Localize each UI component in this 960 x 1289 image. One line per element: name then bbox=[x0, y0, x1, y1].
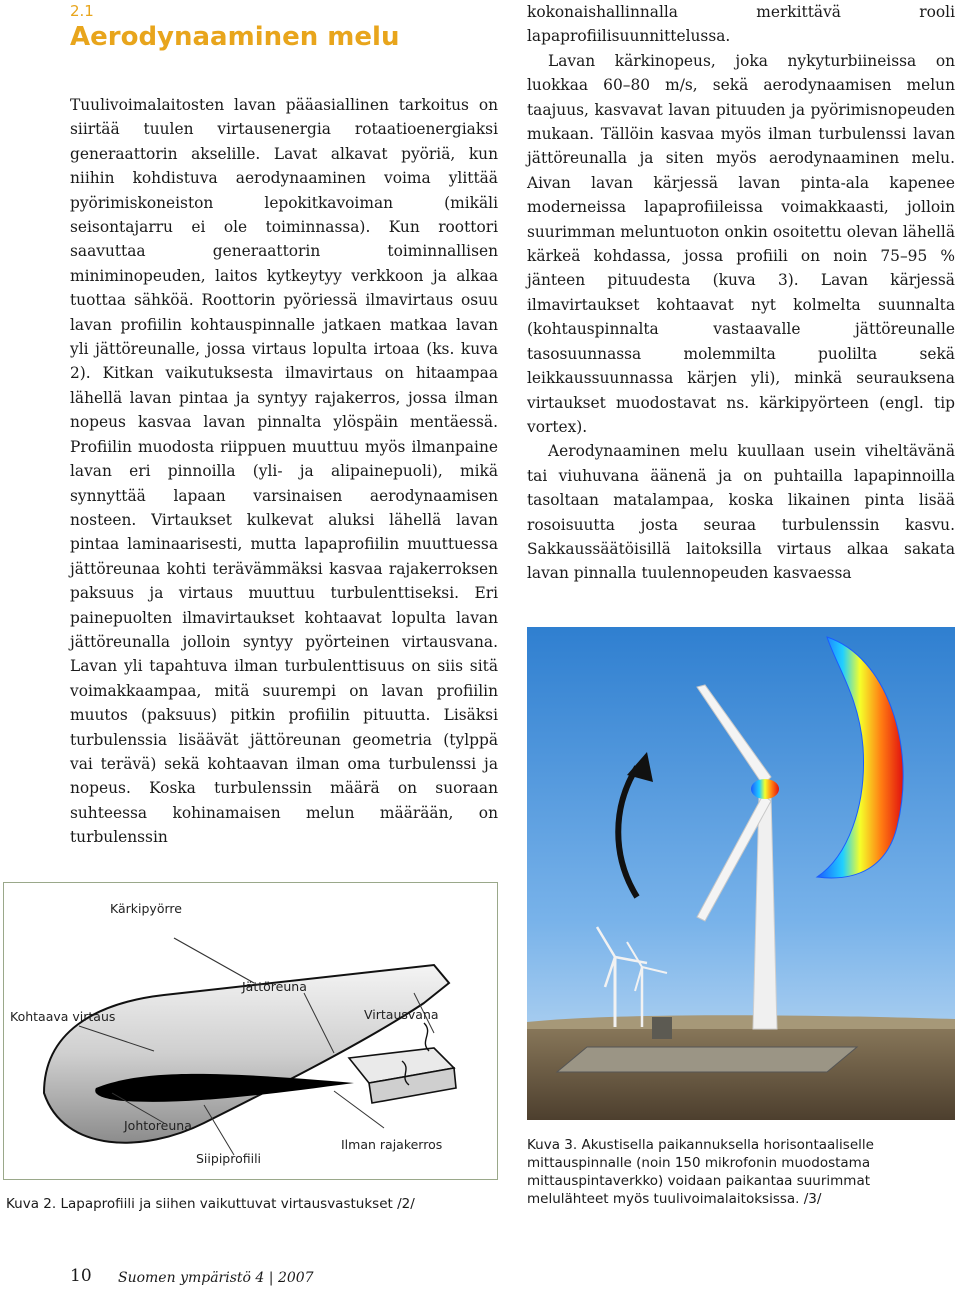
figure-3-turbine-photo bbox=[527, 627, 955, 1120]
label-boundary-layer: Ilman rajakerros bbox=[341, 1137, 443, 1152]
turbine-hub bbox=[751, 779, 779, 799]
tip-vortex-line bbox=[174, 938, 254, 983]
figure-3-caption: Kuva 3. Akustisella paikannuksella horisontaaliselle mittauspinnalle (noin 150 mikrofonin muodostama mittauspintaverkko) voidaan paikantaa suurimmat melulähteet myös tuulivoimalaitoksissa. /3/ bbox=[527, 1137, 874, 1207]
publication-name: Suomen ympäristö 4 | 2007 bbox=[118, 1270, 314, 1286]
label-trailing-edge: Jättöreuna bbox=[242, 979, 307, 994]
figure-2-caption: Kuva 2. Lapaprofiili ja siihen vaikuttuvat virtausvastukset /2/ bbox=[6, 1196, 415, 1212]
label-incoming-flow: Kohtaava virtaus bbox=[10, 1009, 116, 1024]
airfoil-section bbox=[95, 1074, 354, 1102]
section-title: Aerodynaaminen melu bbox=[70, 22, 400, 52]
turbine-illustration bbox=[527, 627, 955, 1120]
label-leading-edge: Johtoreuna bbox=[124, 1118, 192, 1133]
body-paragraph: Tuulivoimalaitosten lavan pääasiallinen tarkoitus on siirtää tuulen virtausenergia rotaatioenergiaksi generaattorin akselille. Lavat alkavat pyöriä, kun niihin kohdistuva aerodynaaminen voima ylittää pyörimiskoneiston lepokitkavoiman (mikäli seisontajarru ei ole toiminnassa). Kun roottori saavuttaa generaattorin toiminnallisen miniminopeuden, laitos kytkeytyy verkkoon ja alkaa tuottaa sähköä. Roottorin pyöriessä ilmavirtaus osuu lavan profiilin kohtauspinnalle jatkaen matkaa lavan yli jättöreunalle, jossa virtaus lopulta irtoaa (ks. kuva 2). Kitkan vaikutuksesta ilmavirtaus on hitaampaa lähellä lavan pintaa ja syntyy rajakerros, jossa ilman nopeus kasvaa lavan pinnalta ylöspäin mentäessä. Profiilin muodosta riippuen muuttuu myös ilmanpaine lavan eri pinnoilla (yli- ja alipainepuoli), mikä synnyttää lapaan varsinaisen aerodynaamisen nosteen. Virtaukset kulkevat aluksi lähellä lavan pintaa laminaarisesti, mutta lapaprofiilin muuttuessa jättöreunaa kohti terävämmäksi kasvaa rajakerroksen paksuus ja virtaus muuttuu turbulenttiseksi. Eri painepuolten ilmavirtaukset kohtaavat lopulta lavan jättöreunalla jolloin syntyy pyörteinen virtausvana. Lavan yli tapahtuva ilman turbulenttisuus on siis sitä voimakkaampaa, mitä suurempi on lavan profiilin muutos (paksuus) pitkin profiilin pituutta. Lisäksi turbulenssia lisäävät jättöreunan geometria (tylppä vai terävä) sekä kohtaavan ilman oma turbulenssi ja nopeus. Koska turbulenssin määrä on suoraan suhteessa kohinamaisen melun määrään, on turbulenssin bbox=[70, 96, 498, 847]
figure-2-airfoil-diagram bbox=[3, 882, 498, 1180]
right-column bbox=[527, 0, 955, 586]
section-number: 2.1 bbox=[70, 2, 94, 20]
body-paragraph-continued: kokonaishallinnalla merkittävä rooli lapaprofiilisuunnittelussa. bbox=[527, 3, 955, 46]
body-paragraph-tip-speed: Lavan kärkinopeus, joka nykyturbiineissa on luokkaa 60–80 m/s, sekä aerodynaamisen melun taajuus, kasvavat lavan pituuden ja pyörimisnopeuden mukaan. Tällöin kasvaa myös ilman turbulenssi lavan jättöreunalla ja siten myös aerodynaaminen melu. Aivan lavan kärjessä lavan pinta-ala kapenee moderneissa lapaprofiileissa voimakkaasti, jolloin suurimman meluntuoton onkin osoitettu olevan lähellä kärkeä kohdassa, jossa profiili on noin 75–95 % jänteen pituudesta (kuva 3). Lavan kärjessä ilmavirtaukset kohtaavat nyt kolmelta suunnalta (kohtauspinnalta vastaavalle jättöreunalle tasosuunnassa molemmilta puolilta sekä leikkaussuunnassa kärjen yli), minkä seurauksena virtaukset muodostavat ns. kärkipyörteen (engl. tip vortex). bbox=[527, 51, 955, 436]
label-airfoil: Siipiprofiili bbox=[196, 1151, 262, 1166]
label-wake: Virtausvana bbox=[364, 1007, 439, 1022]
airfoil-illustration bbox=[4, 883, 497, 1179]
body-paragraph-noise: Aerodynaaminen melu kuullaan usein viheltävänä tai viuhuvana äänenä ja on puhtailla lapapinnoilla tasoltaan matalampaa, koska likainen pinta lisää rosoisuutta josta seuraa turbulenssin kasvu. Sakkaussäätöisillä laitoksilla virtaus alkaa sakata lavan pinnalla tuulennopeuden kasvaessa bbox=[527, 442, 955, 583]
left-column bbox=[70, 93, 498, 850]
page-number: 10 bbox=[70, 1266, 92, 1286]
microphone-array-platform bbox=[557, 1047, 857, 1072]
label-tip-vortex: Kärkipyörre bbox=[110, 901, 182, 916]
